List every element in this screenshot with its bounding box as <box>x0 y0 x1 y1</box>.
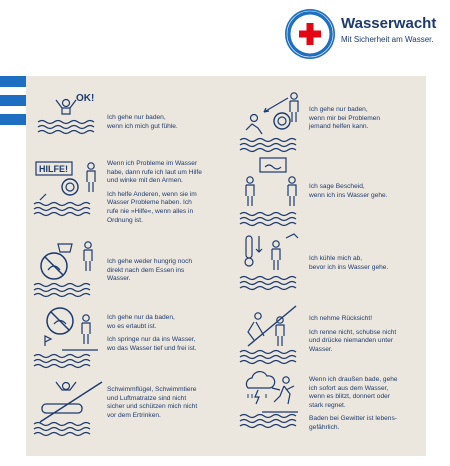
tell-someone-icon <box>240 158 296 226</box>
rule-5-text: Schwimmflügel, Schwimmtiere und Luftmatratze sind nicht sicher und schützen mich nicht vor dem Ertrinken. <box>107 386 198 419</box>
rule-4-text: Ich gehe nur da baden, wo es erlaubt ist. Ich springe nur da ins Wasser, wo das Wasser tief und frei ist. <box>107 314 197 352</box>
rule-2-text: Wenn ich Probleme im Wasser habe, dann rufe ich laut um Hilfe und winke mit den Armen. Ich helfe Anderen, wenn sie im Wasser Probleme haben. Ich rufe nie »Hilfe«, wenn alles in Ordnung ist. <box>107 160 202 224</box>
lifebuoy-help-icon <box>240 93 298 152</box>
no-eating-swim-icon <box>34 242 92 297</box>
rule-8-text: Ich kühle mich ab, bevor ich ins Wasser gehe. <box>309 255 389 271</box>
svg-text:OK!: OK! <box>76 93 95 104</box>
no-inflatables-icon <box>34 382 102 436</box>
rule-7-text: Ich sage Bescheid, wenn ich ins Wasser gehe. <box>309 183 388 199</box>
rule-1-text: Ich gehe nur baden, wenn ich mich gut fühle. <box>107 114 178 130</box>
rule-6-text: Ich gehe nur baden, wenn mir bei Problemen jemand helfen kann. <box>309 106 381 131</box>
no-pushing-icon <box>240 306 296 364</box>
rule-10-text: Wenn ich draußen bade, gehe ich sofort aus dem Wasser, wenn es blitzt, donnert oder stark regnet. Baden bei Gewitter ist lebens- gefährlich. <box>309 376 398 431</box>
ok-swimmer-icon <box>38 93 94 134</box>
thunderstorm-icon <box>240 372 298 428</box>
svg-text:HILFE!: HILFE! <box>39 164 68 174</box>
cool-down-shower-icon <box>240 234 298 290</box>
brand-subtitle: Mit Sicherheit am Wasser. <box>341 35 434 44</box>
help-call-icon <box>34 162 95 216</box>
allowed-places-icon <box>34 308 98 368</box>
rule-9-text: Ich nehme Rücksicht! Ich renne nicht, schubse nicht und drücke niemanden unter Wasser. <box>309 315 397 353</box>
rule-3-text: Ich gehe weder hungrig noch direkt nach dem Essen ins Wasser. <box>107 258 193 283</box>
brand-title: Wasserwacht <box>341 15 437 32</box>
